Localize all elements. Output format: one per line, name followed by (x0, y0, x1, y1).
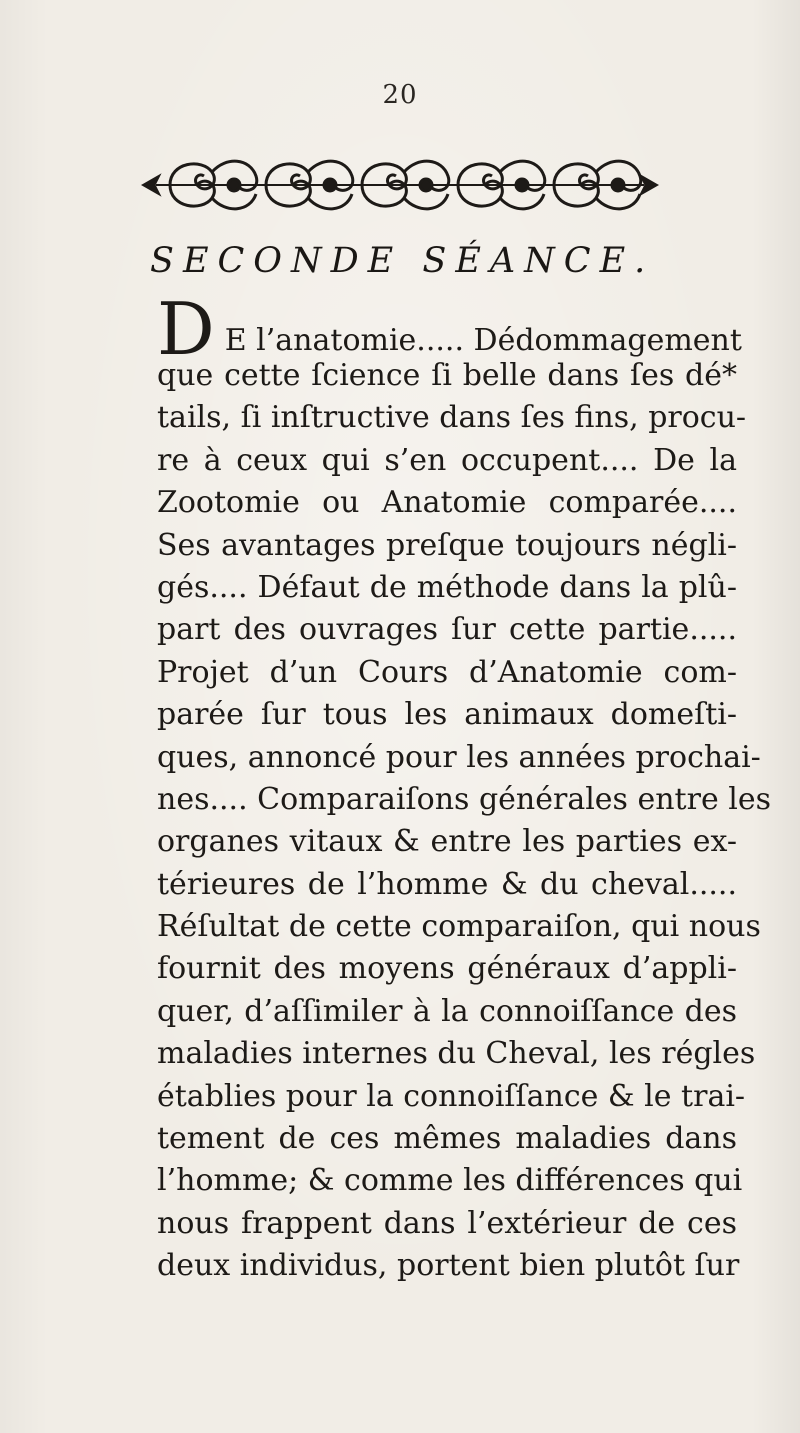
text-line: ques, annoncé pour les années prochai- (157, 739, 761, 775)
text-line: organes vitaux & entre les parties ex- (157, 824, 737, 860)
text-line: parée ſur tous les animaux domeſti- (157, 697, 737, 733)
text-line: fournit des moyens généraux d’appli- (157, 951, 737, 987)
text-line: Ses avantages preſque toujours négli- (157, 527, 737, 563)
text-line: Réſultat de cette comparaiſon, qui nous (157, 909, 761, 945)
ornamental-band-icon (140, 150, 660, 220)
text-line: l’homme; & comme les différences qui (157, 1163, 743, 1199)
text-line: tails, ſi inſtructive dans ſes fins, procu- (157, 400, 747, 436)
text-line: re à ceux qui s’en occupent.... De la (157, 442, 737, 478)
first-line-text: E l’anatomie..... Dédommagement (224, 323, 742, 358)
drop-cap: D (157, 287, 215, 371)
text-line: que cette ſcience ſi belle dans ſes dé* (157, 358, 737, 393)
section-title: SECONDE SÉANCE. (150, 241, 655, 281)
text-line: nes.... Comparaiſons générales entre les (157, 781, 771, 817)
first-line (157, 287, 742, 371)
text-line: deux individus, portent bien plutôt ſur (157, 1248, 740, 1284)
text-line: Zootomie ou Anatomie comparée.... (157, 485, 737, 521)
text-line: maladies internes du Cheval, les régles (157, 1036, 756, 1072)
page-number: 20 (382, 80, 418, 110)
text-line: quer, d’aſſimiler à la connoiſſance des (157, 993, 737, 1029)
text-line: Projet d’un Cours d’Anatomie com- (157, 654, 737, 690)
text-line: part des ouvrages ſur cette partie..... (157, 612, 737, 648)
text-line: nous frappent dans l’extérieur de ces (157, 1205, 737, 1241)
text-line: térieures de l’homme & du cheval..... (157, 866, 737, 902)
text-line: établies pour la connoiſſance & le trai- (157, 1078, 746, 1114)
text-line: tement de ces mêmes maladies dans (157, 1121, 737, 1157)
body-text (157, 287, 771, 1288)
text-line: gés.... Défaut de méthode dans la plû- (157, 569, 737, 605)
